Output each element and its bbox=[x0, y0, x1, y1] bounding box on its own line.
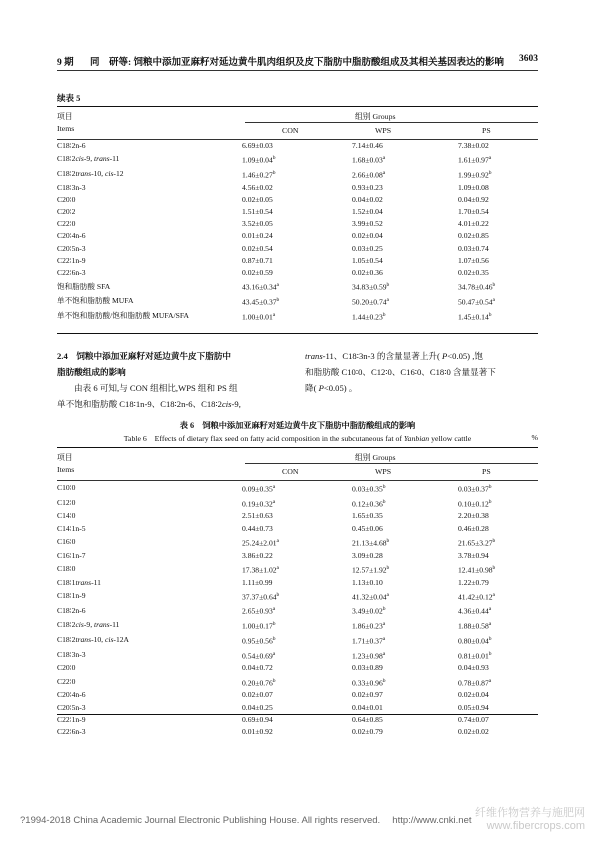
cell-con: 1.46±0.27$^b$ bbox=[242, 169, 276, 180]
table6-body bbox=[57, 481, 538, 738]
cell-ps: 1.45±0.14$^b$ bbox=[458, 311, 492, 322]
copyright-footer: ?1994-2018 China Academic Journal Electronic Publishing House. All rights reserved. http://www.cnki.net bbox=[20, 815, 472, 826]
header-rule bbox=[57, 70, 538, 71]
cell-wps: 50.20±0.74$^a$ bbox=[352, 297, 389, 307]
cell-ps: 4.01±0.22 bbox=[458, 219, 489, 229]
table-row bbox=[57, 535, 538, 550]
cell-item: C18∶1n-9 bbox=[57, 591, 86, 601]
cell-ps: 0.03±0.37$^b$ bbox=[458, 484, 492, 494]
cell-item: C18∶2cis-9, trans-11 bbox=[57, 620, 120, 630]
cell-item: C20∶0 bbox=[57, 194, 76, 204]
section-right-2: 和脂肪酸 C10∶0、C12∶0、C16∶0、C18∶0 含量显著下 bbox=[305, 367, 496, 377]
cell-wps: 0.02±0.36 bbox=[352, 268, 383, 278]
table-row bbox=[57, 206, 538, 218]
table6-caption-cn: 表 6 饲粮中添加亚麻籽对延边黄牛皮下脂肪中脂肪酸组成的影响 bbox=[179, 421, 416, 430]
cell-con: 25.24±2.01$^a$ bbox=[242, 537, 279, 548]
cell-con: 1.11±0.99 bbox=[242, 577, 273, 587]
watermark-line1: 纤维作物营养与施肥网 bbox=[475, 807, 585, 819]
cell-item: C18∶3n-3 bbox=[57, 649, 86, 659]
cell-item: C18∶2cis-9, trans-11 bbox=[57, 154, 120, 164]
cell-con: 0.01±0.24 bbox=[242, 231, 273, 241]
section-left-column bbox=[57, 348, 287, 412]
table-row bbox=[57, 662, 538, 674]
table5-group-rule bbox=[245, 122, 538, 123]
table-row bbox=[57, 633, 538, 648]
table-row bbox=[57, 496, 538, 511]
cell-ps: 1.99±0.92$^b$ bbox=[458, 169, 492, 180]
cell-item: C18∶2trans-10, cis-12A bbox=[57, 635, 130, 645]
cell-item: C22∶6n-3 bbox=[57, 268, 86, 278]
cell-item: C22∶1n-9 bbox=[57, 714, 86, 724]
cell-con: 1.09±0.04$^b$ bbox=[242, 155, 276, 165]
table5-top-rule bbox=[57, 106, 538, 107]
table6-item-cn: 项目 bbox=[57, 453, 73, 462]
table-row bbox=[57, 230, 538, 242]
table-row bbox=[57, 194, 538, 206]
table5-continued-label: 续表 5 bbox=[57, 93, 81, 103]
cell-item: C22∶0 bbox=[57, 676, 76, 686]
cell-con: 1.51±0.54 bbox=[242, 207, 273, 217]
cell-ps: 0.04±0.93 bbox=[458, 663, 489, 673]
table-row bbox=[57, 167, 538, 182]
cell-ps: 0.02±0.02 bbox=[458, 726, 489, 736]
cell-con: 0.02±0.59 bbox=[242, 268, 273, 278]
cell-wps: 0.03±0.89 bbox=[352, 663, 383, 673]
table-row bbox=[57, 675, 538, 690]
cell-con: 0.01±0.92 bbox=[242, 726, 273, 736]
cell-ps: 41.42±0.12$^a$ bbox=[458, 591, 495, 602]
table-row bbox=[57, 309, 538, 324]
table5-item-en: Items bbox=[57, 124, 75, 133]
running-title: 同 研等: 饲粮中添加亚麻籽对延边黄牛肌肉组织及皮下脂肪中脂肪酸组成及其相关基因表达的影响 bbox=[90, 58, 505, 68]
cell-wps: 1.05±0.54 bbox=[352, 255, 383, 265]
cell-ps: 4.36±0.44$^a$ bbox=[458, 606, 492, 617]
section-para-1: 由表 6 可知,与 CON 组相比,WPS 组和 PS 组 bbox=[74, 383, 238, 393]
table-row bbox=[57, 589, 538, 604]
table5-col-wps: WPS bbox=[375, 126, 392, 135]
cell-item: C18∶3n-3 bbox=[57, 182, 86, 192]
section-right-1: trans-11、C18∶3n-3 的含量显著上升( P<0.05) ,饱 bbox=[305, 351, 483, 361]
cell-wps: 0.02±0.04 bbox=[352, 231, 383, 241]
section-right-column bbox=[305, 348, 540, 396]
table-row bbox=[57, 689, 538, 701]
table-row bbox=[57, 702, 538, 714]
watermark-logo bbox=[475, 804, 585, 832]
cell-wps: 3.09±0.28 bbox=[352, 550, 383, 560]
table-row bbox=[57, 255, 538, 267]
table6-header bbox=[57, 450, 538, 480]
section-heading-line2: 脂肪酸组成的影响 bbox=[57, 367, 126, 377]
table-row bbox=[57, 714, 538, 726]
cell-ps: 1.09±0.08 bbox=[458, 182, 489, 192]
table-row bbox=[57, 510, 538, 522]
watermark-line2: www.fibercrops.com bbox=[486, 820, 585, 832]
cell-con: 0.20±0.76$^b$ bbox=[242, 677, 276, 688]
table5-col-con: CON bbox=[282, 126, 299, 135]
cell-ps: 0.05±0.94 bbox=[458, 702, 489, 712]
table-row bbox=[57, 562, 538, 577]
cell-wps: 0.12±0.36$^b$ bbox=[352, 498, 386, 509]
cell-con: 0.04±0.72 bbox=[242, 663, 273, 673]
cell-wps: 1.71±0.37$^a$ bbox=[352, 635, 386, 646]
cell-con: 3.52±0.05 bbox=[242, 219, 273, 229]
table-row bbox=[57, 577, 538, 589]
table-row bbox=[57, 294, 538, 309]
cell-wps: 1.86±0.23$^a$ bbox=[352, 621, 386, 631]
cell-wps: 1.44±0.23$^b$ bbox=[352, 311, 386, 322]
cell-item: 饱和脂肪酸 SFA bbox=[57, 281, 111, 291]
table-row bbox=[57, 218, 538, 230]
cell-wps: 3.99±0.52 bbox=[352, 219, 383, 229]
cell-con: 0.87±0.71 bbox=[242, 255, 273, 265]
cell-wps: 0.03±0.35$^b$ bbox=[352, 484, 386, 494]
cell-item: C18∶2trans-10, cis-12 bbox=[57, 169, 124, 179]
table-row bbox=[57, 243, 538, 255]
cell-ps: 12.41±0.98$^b$ bbox=[458, 564, 496, 575]
cell-item: C20∶2 bbox=[57, 207, 76, 217]
table-row bbox=[57, 182, 538, 194]
table6-item-en: Items bbox=[57, 465, 75, 474]
cell-item: C20∶5n-3 bbox=[57, 702, 86, 712]
cell-ps: 0.10±0.12$^b$ bbox=[458, 498, 492, 509]
cell-wps: 34.83±0.59$^b$ bbox=[352, 282, 390, 292]
cell-con: 6.69±0.03 bbox=[242, 141, 273, 150]
cell-con: 37.37±0.64$^b$ bbox=[242, 591, 280, 602]
cell-wps: 1.65±0.35 bbox=[352, 511, 383, 521]
cell-item: C22∶1n-9 bbox=[57, 255, 86, 265]
cell-item: C18∶0 bbox=[57, 564, 76, 574]
issue-label: 9 期 bbox=[57, 58, 74, 68]
cell-con: 0.02±0.05 bbox=[242, 194, 273, 204]
page-number: 3603 bbox=[519, 54, 538, 64]
cell-wps: 0.02±0.97 bbox=[352, 690, 383, 700]
cell-wps: 0.03±0.25 bbox=[352, 243, 383, 253]
cell-ps: 0.03±0.74 bbox=[458, 243, 489, 253]
cell-ps: 21.65±3.27$^b$ bbox=[458, 537, 496, 548]
table-row bbox=[57, 648, 538, 663]
cell-item: C20∶4n-6 bbox=[57, 231, 86, 241]
cell-ps: 0.74±0.07 bbox=[458, 714, 489, 724]
cell-ps: 7.38±0.02 bbox=[458, 141, 489, 150]
cell-con: 0.09±0.35$^a$ bbox=[242, 484, 276, 494]
cell-item: C18∶1trans-11 bbox=[57, 577, 101, 587]
cell-con: 43.16±0.34$^a$ bbox=[242, 282, 279, 292]
cell-wps: 0.45±0.06 bbox=[352, 523, 383, 533]
cell-con: 0.02±0.07 bbox=[242, 690, 273, 700]
table-row bbox=[57, 267, 538, 279]
cell-ps: 0.46±0.28 bbox=[458, 523, 489, 533]
cell-con: 0.54±0.69$^a$ bbox=[242, 650, 276, 661]
cell-wps: 21.13±4.68$^b$ bbox=[352, 537, 390, 548]
section-right-3: 降( P<0.05) 。 bbox=[305, 383, 358, 393]
cell-con: 43.45±0.37$^b$ bbox=[242, 297, 280, 307]
cell-item: C18∶2n-6 bbox=[57, 141, 86, 150]
cell-wps: 3.49±0.02$^b$ bbox=[352, 606, 386, 617]
cell-wps: 2.66±0.08$^a$ bbox=[352, 169, 386, 180]
table5-body bbox=[57, 140, 538, 324]
cell-con: 4.56±0.02 bbox=[242, 182, 273, 192]
section-heading: 2.4 饲粮中添加亚麻籽对延边黄牛皮下脂肪中 bbox=[57, 351, 232, 361]
cell-con: 0.02±0.54 bbox=[242, 243, 273, 253]
cell-wps: 1.68±0.03$^a$ bbox=[352, 155, 386, 165]
cell-item: C20∶5n-3 bbox=[57, 243, 86, 253]
cell-con: 1.00±0.17$^b$ bbox=[242, 621, 276, 631]
cell-con: 2.65±0.93$^a$ bbox=[242, 606, 276, 617]
cell-item: 单不饱和脂肪酸 MUFA bbox=[57, 296, 134, 306]
cell-item: C16∶0 bbox=[57, 537, 76, 547]
table5-groups-label: 组别 Groups bbox=[355, 112, 396, 121]
cell-item: C10∶0 bbox=[57, 483, 76, 493]
cell-con: 0.19±0.32$^a$ bbox=[242, 498, 276, 509]
cell-ps: 1.07±0.56 bbox=[458, 255, 489, 265]
cell-item: C22∶0 bbox=[57, 219, 76, 229]
cell-ps: 1.22±0.79 bbox=[458, 577, 489, 587]
cell-wps: 1.23±0.98$^a$ bbox=[352, 650, 386, 661]
table-row bbox=[57, 152, 538, 167]
cell-wps: 0.04±0.01 bbox=[352, 702, 383, 712]
running-header bbox=[57, 54, 538, 68]
cell-ps: 0.04±0.92 bbox=[458, 194, 489, 204]
table5-item-cn: 项目 bbox=[57, 112, 73, 121]
cell-ps: 1.70±0.54 bbox=[458, 207, 489, 217]
table-row bbox=[57, 550, 538, 562]
table6-unit: % bbox=[531, 433, 538, 442]
table6-bottom-rule bbox=[57, 714, 538, 715]
cell-con: 0.69±0.94 bbox=[242, 714, 273, 724]
cell-item: C22∶6n-3 bbox=[57, 726, 86, 736]
cell-ps: 0.02±0.35 bbox=[458, 268, 489, 278]
cell-ps: 50.47±0.54$^a$ bbox=[458, 297, 495, 307]
cell-item: C14∶1n-5 bbox=[57, 523, 86, 533]
cell-ps: 3.78±0.94 bbox=[458, 550, 489, 560]
section-para-2: 单不饱和脂肪酸 C18∶1n-9、C18∶2n-6、C18∶2cis-9, bbox=[57, 399, 241, 409]
table6-caption-en: Table 6 Effects of dietary flax seed on fatty acid composition in the subcutaneous fat of Yanbian yellow cattle % bbox=[123, 433, 538, 443]
table-row bbox=[57, 726, 538, 738]
cell-item: C20∶0 bbox=[57, 663, 76, 673]
table6-col-ps: PS bbox=[482, 467, 491, 476]
cell-wps: 0.93±0.23 bbox=[352, 182, 383, 192]
cell-ps: 0.02±0.85 bbox=[458, 231, 489, 241]
cell-wps: 0.33±0.96$^b$ bbox=[352, 677, 386, 688]
cell-ps: 1.88±0.58$^a$ bbox=[458, 621, 492, 631]
table-row bbox=[57, 618, 538, 633]
cell-con: 17.38±1.02$^a$ bbox=[242, 564, 279, 575]
cell-ps: 0.78±0.87$^a$ bbox=[458, 677, 492, 688]
cell-wps: 0.64±0.85 bbox=[352, 714, 383, 724]
cell-wps: 0.04±0.02 bbox=[352, 194, 383, 204]
table5-col-ps: PS bbox=[482, 126, 491, 135]
cell-con: 0.04±0.25 bbox=[242, 702, 273, 712]
cell-wps: 12.57±1.92$^b$ bbox=[352, 564, 390, 575]
table-row bbox=[57, 481, 538, 496]
cell-item: 单不饱和脂肪酸/饱和脂肪酸 MUFA/SFA bbox=[57, 311, 189, 321]
cell-con: 0.95±0.56$^b$ bbox=[242, 635, 276, 646]
table6-top-rule bbox=[57, 447, 538, 448]
cell-con: 1.00±0.01$^a$ bbox=[242, 311, 276, 322]
cell-con: 2.51±0.63 bbox=[242, 511, 273, 521]
cell-item: C20∶4n-6 bbox=[57, 690, 86, 700]
cell-ps: 1.61±0.97$^a$ bbox=[458, 155, 492, 165]
cell-item: C12∶0 bbox=[57, 498, 76, 507]
cell-wps: 7.14±0.46 bbox=[352, 141, 383, 150]
cell-item: C18∶2n-6 bbox=[57, 605, 86, 615]
cell-con: 0.44±0.73 bbox=[242, 523, 273, 533]
table-row bbox=[57, 279, 538, 294]
cell-ps: 0.80±0.04$^b$ bbox=[458, 635, 492, 646]
cell-ps: 34.78±0.46$^b$ bbox=[458, 282, 496, 292]
table5-bottom-rule bbox=[57, 333, 538, 334]
cell-con: 3.86±0.22 bbox=[242, 550, 273, 560]
table-row bbox=[57, 523, 538, 535]
cell-ps: 2.20±0.38 bbox=[458, 511, 489, 521]
cell-wps: 1.13±0.10 bbox=[352, 577, 383, 587]
cell-item: C16∶1n-7 bbox=[57, 550, 86, 560]
cell-wps: 0.02±0.79 bbox=[352, 726, 383, 736]
table6-group-rule bbox=[245, 463, 538, 464]
cell-ps: 0.02±0.04 bbox=[458, 690, 489, 700]
cell-wps: 41.32±0.04$^a$ bbox=[352, 591, 389, 602]
table6-col-wps: WPS bbox=[375, 467, 392, 476]
table5-header bbox=[57, 109, 538, 139]
table-row bbox=[57, 140, 538, 152]
cell-wps: 1.52±0.04 bbox=[352, 207, 383, 217]
table6-groups-label: 组别 Groups bbox=[355, 453, 396, 462]
table-row bbox=[57, 603, 538, 618]
cell-ps: 0.81±0.01$^b$ bbox=[458, 650, 492, 661]
table6-col-con: CON bbox=[282, 467, 299, 476]
cell-item: C14∶0 bbox=[57, 511, 76, 521]
